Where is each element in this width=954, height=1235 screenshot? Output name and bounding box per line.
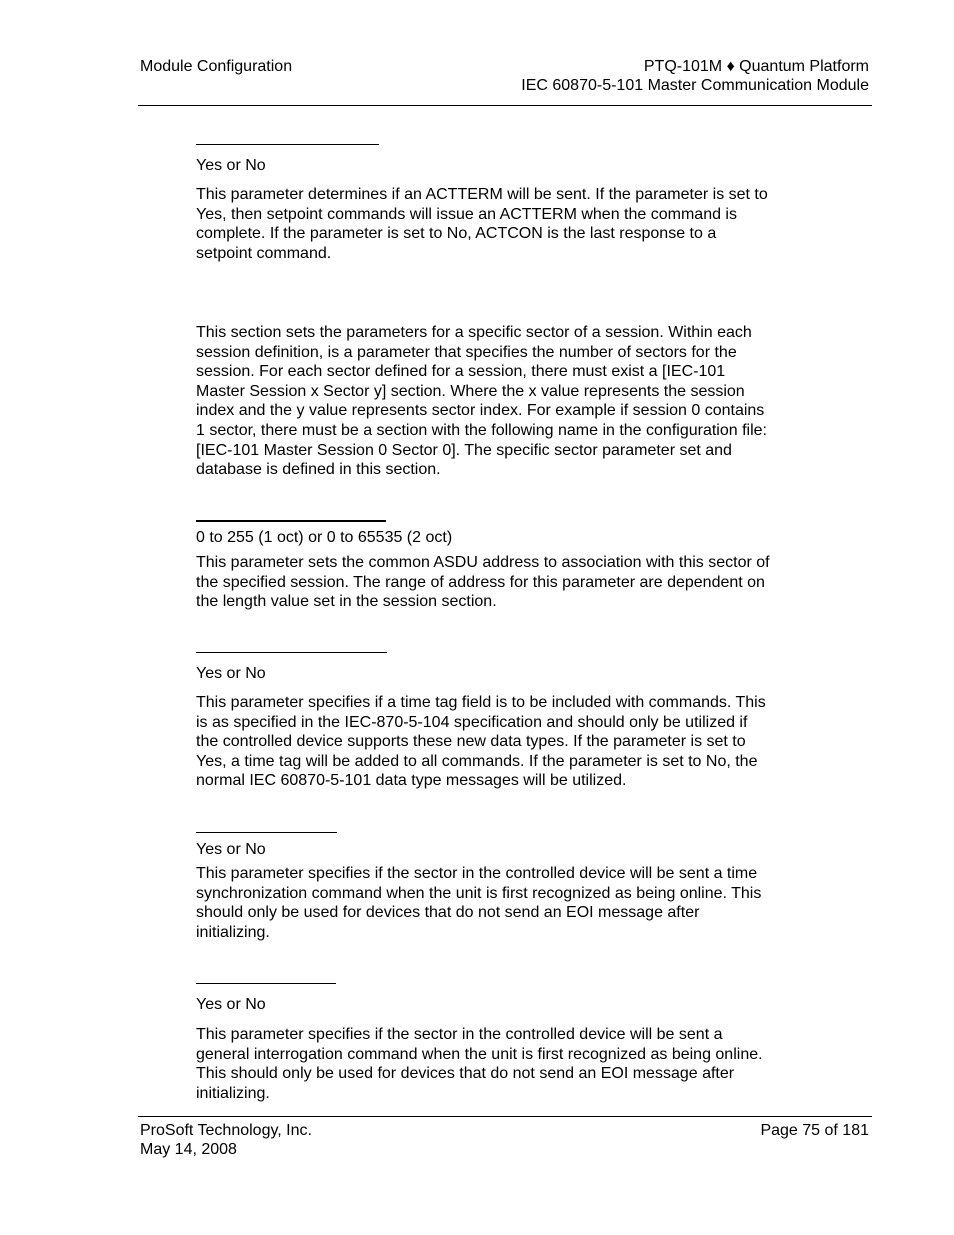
- parameter-heading-underline: [196, 652, 387, 653]
- text-line: session definition, is a parameter that specifies the number of sectors for the: [196, 343, 737, 361]
- text-line: This section sets the parameters for a specific sector of a session. Within each: [196, 324, 752, 341]
- text-line: setpoint command.: [196, 244, 332, 262]
- text-line: the controlled device supports these new data types. If the parameter is set to: [196, 733, 746, 751]
- footer-company: ProSoft Technology, Inc.: [140, 1122, 312, 1139]
- text-line: Yes, then setpoint commands will issue an ACTTERM when the command is: [196, 205, 737, 223]
- text-line: database is defined in this section.: [196, 461, 441, 479]
- header-product-line2: IEC 60870-5-101 Master Communication Module: [521, 77, 869, 94]
- timetag-values: Yes or No: [196, 665, 266, 682]
- parameter-heading-underline: [196, 983, 336, 984]
- text-line: complete. If the parameter is set to No, ACTCON is the last response to a: [196, 225, 717, 243]
- header-product-line1: PTQ-101M ♦ Quantum Platform: [643, 58, 869, 75]
- timetag-description: [196, 693, 821, 791]
- text-line: 1 sector, there must be a section with the following name in the configuration file:: [196, 421, 767, 439]
- text-line: [IEC-101 Master Session 0 Sector 0]. The specific sector parameter set and: [196, 441, 732, 459]
- gi-values: Yes or No: [196, 996, 266, 1013]
- actterm-values: Yes or No: [196, 157, 266, 174]
- parameter-heading-underline: [196, 832, 337, 833]
- text-line: synchronization command when the unit is first recognized as being online. This: [196, 884, 762, 902]
- sector-section-description: [196, 323, 821, 480]
- gi-description: [196, 1025, 821, 1103]
- text-line: should only be used for devices that do not send an EOI message after: [196, 904, 700, 922]
- text-line: general interrogation command when the unit is first recognized as being online.: [196, 1045, 763, 1063]
- header-product: [521, 57, 869, 95]
- text-line: initializing.: [196, 923, 270, 941]
- footer-date: May 14, 2008: [140, 1141, 237, 1158]
- parameter-heading-underline: [196, 520, 386, 522]
- text-line: This parameter specifies if a time tag field is to be included with commands. This: [196, 694, 766, 711]
- text-line: session. For each sector defined for a session, there must exist a [IEC-101: [196, 363, 726, 381]
- header-rule: [138, 105, 872, 106]
- actterm-description: [196, 185, 821, 263]
- text-line: This parameter determines if an ACTTERM will be sent. If the parameter is set to: [196, 186, 768, 203]
- asdu-description: [196, 553, 821, 612]
- text-line: normal IEC 60870-5-101 data type messages will be utilized.: [196, 772, 627, 790]
- text-line: This parameter sets the common ASDU address to association with this sector of: [196, 554, 770, 571]
- parameter-heading-underline: [196, 144, 379, 145]
- timesync-description: [196, 864, 821, 942]
- footer-rule: [138, 1116, 872, 1117]
- header-section-title: Module Configuration: [140, 58, 293, 75]
- text-line: Master Session x Sector y] section. Where the x value represents the session: [196, 382, 745, 400]
- text-line: the length value set in the session section.: [196, 593, 497, 611]
- footer-left: [140, 1121, 312, 1159]
- text-line: This parameter specifies if the sector in the controlled device will be sent a time: [196, 865, 758, 882]
- text-line: This should only be used for devices that do not send an EOI message after: [196, 1065, 735, 1083]
- text-line: initializing.: [196, 1084, 270, 1102]
- timesync-values: Yes or No: [196, 841, 266, 858]
- text-line: index and the y value represents sector index. For example if session 0 contains: [196, 402, 765, 420]
- asdu-values: 0 to 255 (1 oct) or 0 to 65535 (2 oct): [196, 529, 453, 546]
- text-line: is as specified in the IEC-870-5-104 specification and should only be utilized if: [196, 713, 748, 731]
- text-line: Yes, a time tag will be added to all commands. If the parameter is set to No, the: [196, 752, 758, 770]
- text-line: This parameter specifies if the sector in the controlled device will be sent a: [196, 1026, 723, 1043]
- footer-page-number: Page 75 of 181: [760, 1122, 869, 1139]
- text-line: the specified session. The range of address for this parameter are dependent on: [196, 573, 765, 591]
